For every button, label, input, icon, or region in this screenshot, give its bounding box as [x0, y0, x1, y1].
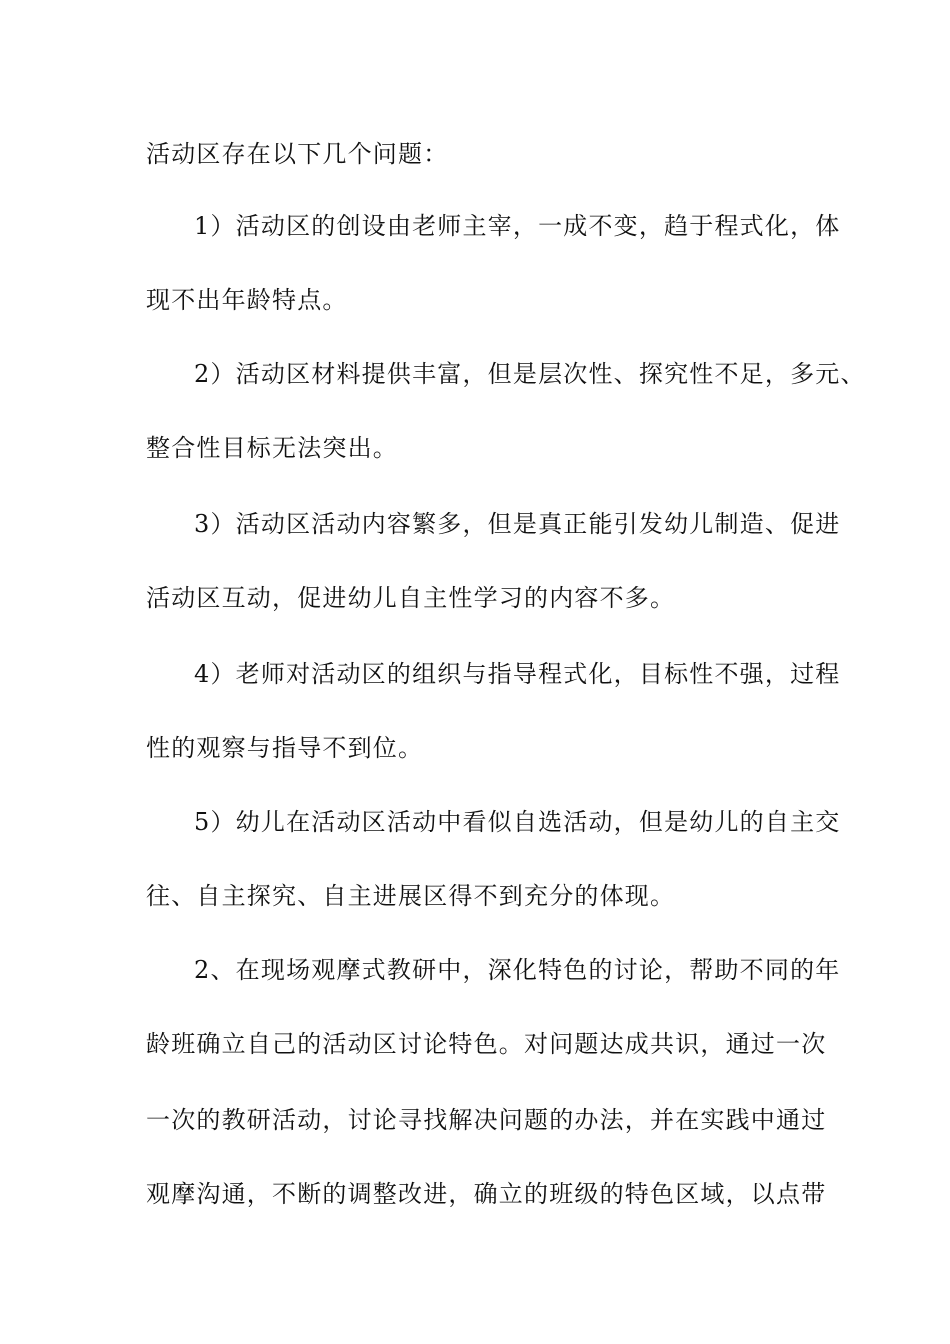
text-line-9: 性的观察与指导不到位。	[146, 734, 424, 762]
text-line-11: 往、自主探究、自主进展区得不到充分的体现。	[146, 882, 676, 910]
text-line-4: 2）活动区材料提供丰富，但是层次性、探究性不足，多元、	[194, 360, 866, 388]
text-line-1: 活动区存在以下几个问题：	[146, 140, 449, 168]
text-line-6: 3）活动区活动内容繁多，但是真正能引发幼儿制造、促进	[194, 510, 841, 538]
text-line-5: 整合性目标无法突出。	[146, 434, 398, 462]
text-line-13: 龄班确立自己的活动区讨论特色。对问题达成共识，通过一次	[146, 1030, 827, 1058]
text-line-2: 1）活动区的创设由老师主宰，一成不变，趋于程式化，体	[194, 212, 841, 240]
text-line-3: 现不出年龄特点。	[146, 286, 348, 314]
text-line-10: 5）幼儿在活动区活动中看似自选活动，但是幼儿的自主交	[194, 808, 841, 836]
text-line-7: 活动区互动，促进幼儿自主性学习的内容不多。	[146, 584, 676, 612]
text-line-8: 4）老师对活动区的组织与指导程式化，目标性不强，过程	[194, 660, 841, 688]
text-line-15: 观摩沟通，不断的调整改进，确立的班级的特色区域，以点带	[146, 1180, 827, 1208]
text-line-12: 2、在现场观摩式教研中，深化特色的讨论，帮助不同的年	[194, 956, 841, 984]
text-line-14: 一次的教研活动，讨论寻找解决问题的办法，并在实践中通过	[146, 1106, 827, 1134]
